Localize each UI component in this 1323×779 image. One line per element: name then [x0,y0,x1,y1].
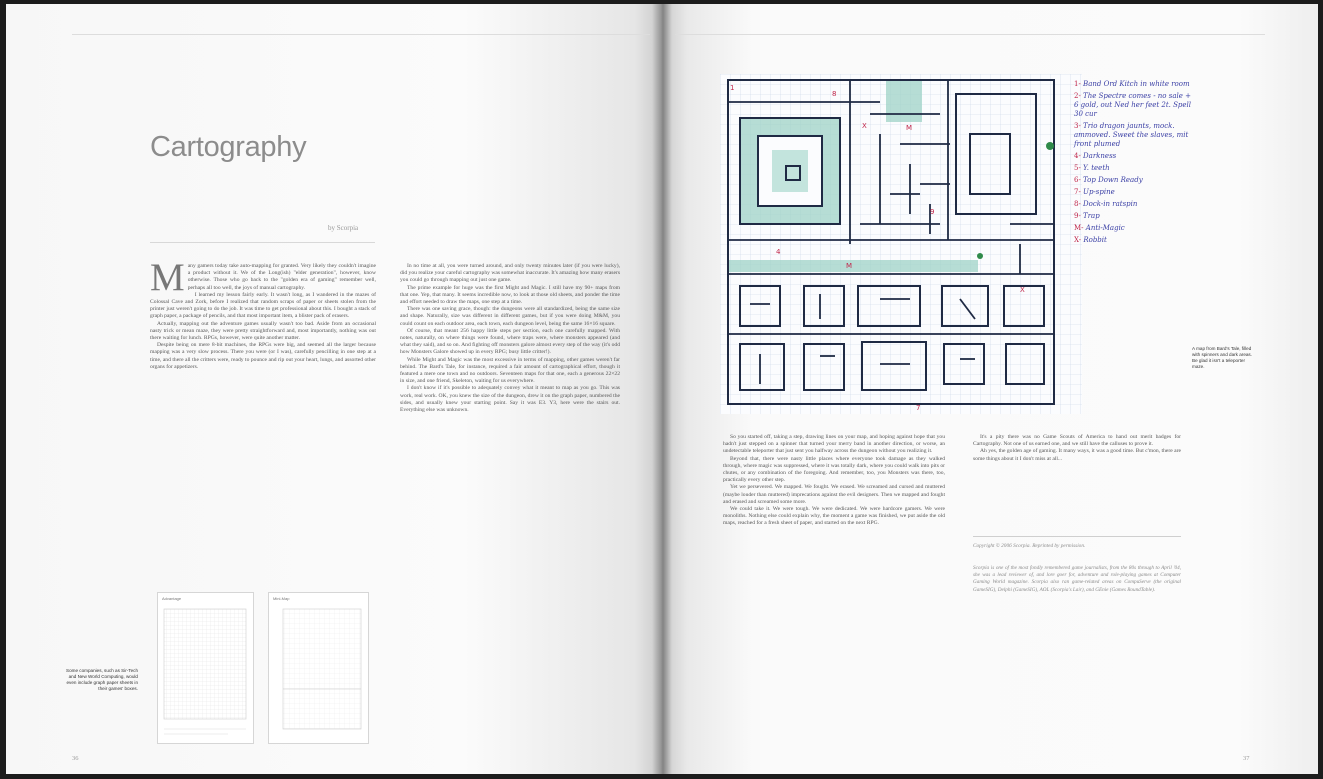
copyright-line: Copyright © 2006 Scorpia. Reprinted by permission. [973,543,1086,549]
svg-text:M: M [906,124,913,132]
svg-text:4: 4 [776,248,781,256]
legend-entry [1074,176,1194,185]
legend-entry [1074,236,1194,245]
graph-paper-thumbnail-2 [268,592,369,744]
thumbnail-title: Mini-Map [273,596,290,601]
legend-entry [1074,200,1194,209]
legend-key: 1- [1074,80,1084,88]
svg-text:X: X [1020,286,1025,294]
legend-entry [1074,212,1194,221]
graph-grid [158,593,253,743]
paragraph: The prime example for huge was the first Might and Magic. I still have my 90+ maps from that one. Yep, that many. It seems incredible now, to look at those old sheets, and ponder the time and effort needed to draw the maps, one step at a time. [400,284,620,306]
legend-text: Anti-Magic [1085,224,1125,232]
paragraph: In no time at all, you were turned around, and only twenty minutes later (if you were lucky), did you realize your careful cartography was somewhat inaccurate. It's amazing how many erasers you could go through mapping out just one game. [400,263,621,284]
legend-key: 2- [1074,92,1084,100]
left-column-1 [150,256,376,591]
legend-text: Top Down Ready [1083,176,1143,184]
page-number: 36 [72,755,79,762]
page-number: 37 [1243,755,1250,762]
paragraph: It's a pity there was no Game Scouts of America to hand out merit badges for Cartography. Not one of us earned one, and we still have the calluses to prove it. [973,434,1181,448]
paragraph: We could take it. We were tough. We were dedicated. We were hardcore gamers. We were monoliths. Nothing else could explain why, the moment a game was finished, we put aside the old maps, reached for a fresh sheet of paper, and started on the next RPG. [723,506,945,527]
legend-key: 6- [1074,176,1084,184]
paragraph: Beyond that, there were nasty little places where everyone took damage as they walked through, where magic was suppressed, where it was totally dark, where you could walk into pits or chutes, or any combination of the foregoing. And remember, too, you Monsters was there, too, practically every other step. [723,455,945,484]
legend-entry [1074,80,1194,89]
title-rule [150,242,375,243]
legend-text: Darkness [1083,152,1117,160]
paragraph: Yet we persevered. We mapped. We fought. We erased. We screamed and cursed and muttered (maybe louder than muttered) imprecations against the evil designers. Then we mapped and fought and erased and screamed some more. [723,484,945,505]
paragraph: Actually, mapping out the adventure games usually wasn't too bad. Aside from an occasional nasty trick or mean maze, they were pretty straightforward and, most importantly, nothing was out there waiting for lunch. RPGs, however, were quite another matter. [150,320,376,342]
thumbnail-title: Advantage [162,596,182,601]
map-caption: A map from Bard's Tale, filled with spinners and dark areas. Be glad it isn't a teleporter maze. [1192,346,1253,369]
legend-key: 7- [1074,188,1084,196]
author-bio: Scorpia is one of the most fondly remembered game journalists, from the 80s through to April '04, she was a lead reviewer of, and lore goer for, adventure and role-playing games at Computer Gaming World magazine. Scorpia also ran game-related areas on CompuServe (the original GameSIG), Delphi (GameSIG), AOL (Scorpia's Lair), and GEnie (Games RoundTable). [973,565,1181,593]
svg-text:X: X [862,122,867,130]
legend-text: Trio dragon jaunts, mock. ammoved. Sweet the slaves, mit front plumed [1074,122,1189,148]
left-column-2 [400,263,620,753]
book-gutter [652,4,672,774]
legend-entry [1074,152,1194,161]
paragraph: Ah yes, the golden age of gaming. It many ways, it was a good time. But c'mon, there are some things about it I don't miss at all... [973,448,1181,462]
top-rule [72,34,650,35]
legend-entry [1074,122,1194,149]
graph-grid [269,593,368,743]
paragraph: While Might and Magic was the most excessive in terms of mapping, other games weren't far behind. The Bard's Tale, for instance, required a fair amount of cartographical effort, though it featured a mere one town and no outdoors. Seventeen maps for that one, each a generous 22×22 in size, and one friend, Skeleton, waiting for us everywhere. [400,356,620,385]
legend-key: 9- [1074,212,1084,220]
legend-entry [1074,224,1194,233]
svg-text:M: M [846,262,853,270]
legend-text: Robbit [1083,236,1107,244]
sidebar-caption: Some companies, such as Sir-Tech and New World Computing, would even include graph paper sheets in their games' boxes. [66,668,138,691]
article-title: Cartography [150,131,307,164]
paragraph: Many gamers today take auto-mapping for granted. Very likely they couldn't imagine a product without it. We of the Long(ish) "elder generation", however, know otherwise. Those who go back to the "golden era of gaming" remember well, perhaps all too well, the joys of manual cartography. [150,256,376,299]
legend-text: The Spectre comes - no sale + 6 gold, out Ned her feet 2t. Spell 30 cur [1074,92,1192,118]
top-rule [675,34,1265,35]
legend-key: 8- [1074,200,1084,208]
svg-text:1: 1 [730,84,735,92]
bards-tale-hand-drawn-map [720,74,1082,414]
left-page [6,4,661,774]
legend-key: 3- [1074,122,1084,130]
right-column-2 [973,434,1181,534]
legend-entry [1074,188,1194,197]
paragraph: I don't know if it's possible to adequately convey what it meant to map as you go. This was work, real work. OK, you knew the size of the dungeon, drew it on the graph paper, numbered the sides, and usually knew your starting point. Say it was E3. Y3, here were the stairs out. Everything else was unknown. [400,385,620,414]
legend-entry [1074,164,1194,173]
paragraph: Of course, that meant 256 happy little steps per section, each one carefully mapped. With notes, naturally, on where things were found, where traps were, where monsters appeared (and what they said), and so on. And fighting off monsters galore almost every step of the way (it's odd how Monsters Galore showed up in every RPG; busy little critter!). [400,327,620,356]
legend-key: X- [1074,236,1084,244]
legend-text: Band Ord Kitch in white room [1083,80,1190,88]
map-legend [1074,80,1194,248]
graph-paper-thumbnail-1 [157,592,254,744]
legend-entry [1074,92,1194,119]
drop-cap: M [150,256,185,299]
copyright-rule [973,536,1181,537]
legend-text: Dock-in ratspin [1083,200,1138,208]
legend-key: M- [1074,224,1086,232]
byline: by Scorpia [328,224,359,232]
svg-text:7: 7 [916,404,921,412]
legend-text: Up-spine [1083,188,1115,196]
paragraph: I learned my lesson fairly early. It wasn't long, as I wandered in the mazes of Colossal Cave and Zork, before I realized that random scraps of paper or sheets stolen from the printer just weren't going to do the job. It was time to get professional about this. I bought a stack of graph paper, a package of pencils, and that most important item, a blister pack of erasers. [150,291,376,320]
legend-key: 4- [1074,152,1084,160]
paragraph: There was one saving grace, though: the dungeons were all standardized, being the same size and shape. Naturally, size was different in different games, but if you were doing M&M, you could count on each outdoor area, each town, each dungeon level, being the same 16×16 square. [400,306,620,327]
paragraph: Despite being on mere 8-bit machines, the RPGs were big, and seemed all the larger because mapping was a very slow process. There you were (or I was), carefully pencilling in one step at a time, and there all the critters were, ready to pounce and rip out your heart, lungs, and assorted other organs for appetizers. [150,342,376,370]
legend-key: 5- [1074,164,1084,172]
legend-text: Trap [1083,212,1100,220]
paragraph: So you started off, taking a step, drawing lines on your map, and hoping against hope that you hadn't just stepped on a spinner that turned your merry band in another direction, or worse, an undetectable teleporter that just sent you halfway across the dungeon without you realizing it. [723,434,945,455]
svg-text:9: 9 [930,208,935,216]
svg-text:8: 8 [832,90,837,98]
legend-text: Y. teeth [1083,164,1110,172]
right-column-1 [723,434,945,749]
